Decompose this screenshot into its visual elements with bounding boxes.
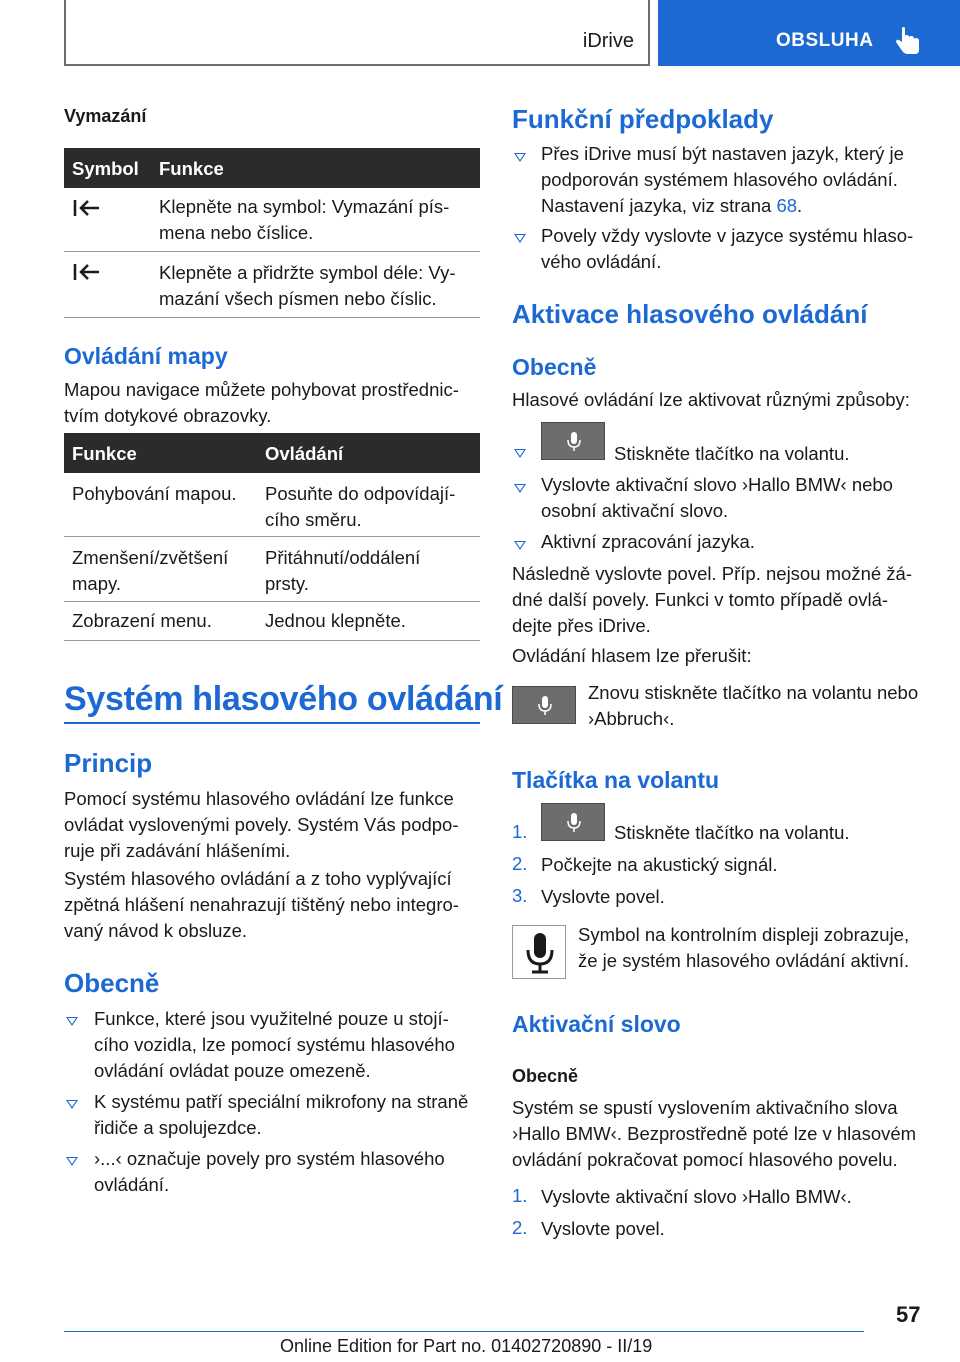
column-header: Funkce bbox=[72, 443, 137, 464]
chapter-tab-label: OBSLUHA bbox=[776, 30, 874, 51]
step-number: 3. bbox=[512, 885, 528, 906]
table-header bbox=[64, 148, 480, 188]
title-underline bbox=[64, 722, 480, 724]
step-number: 1. bbox=[512, 821, 528, 842]
column-header: Funkce bbox=[159, 158, 224, 179]
principle-paragraph: Pomocí systému hlasového ovládání lze funkce ovládat vyslovenými povely. Systém Vás podpo- ruje při zadávání hlášeními. bbox=[64, 788, 459, 861]
bullet-triangle-icon bbox=[66, 1157, 78, 1166]
backspace-arrow-icon bbox=[72, 198, 102, 218]
step-text: Vyslovte povel. bbox=[541, 1218, 665, 1239]
footer-divider bbox=[64, 1331, 864, 1332]
table-header bbox=[64, 433, 480, 473]
delete-table bbox=[64, 148, 480, 318]
table-cell: Klepněte na symbol: Vymazání pís- mena nebo číslice. bbox=[159, 196, 450, 243]
chapter-tab[interactable] bbox=[658, 0, 960, 66]
bullet-triangle-icon bbox=[514, 541, 526, 550]
list-item: Přes iDrive musí být nastaven jazyk, který je podporován systémem hlasového ovládání. Nastavení jazyka, viz strana 68. bbox=[541, 143, 904, 216]
map-table bbox=[64, 433, 480, 641]
list-item: Stiskněte tlačítko na volantu. bbox=[614, 443, 850, 464]
chapter-title: Systém hlasového ovládání bbox=[64, 680, 503, 718]
general-intro: Hlasové ovládání lze aktivovat různými způsoby: bbox=[512, 389, 910, 410]
table-cell: Zmenšení/zvětšení mapy. bbox=[72, 547, 229, 594]
symbol-description: Symbol na kontrolním displeji zobrazuje, že je systém hlasového ovládání aktivní. bbox=[578, 924, 910, 971]
column-header: Symbol bbox=[72, 158, 139, 179]
table-cell: Přitáhnutí/oddálení prsty. bbox=[265, 547, 421, 594]
table-cell: Klepněte a přidržte symbol déle: Vy- mazání všech písmen nebo číslic. bbox=[159, 262, 456, 309]
header-frame bbox=[64, 0, 650, 66]
step-text: Vyslovte povel. bbox=[541, 886, 665, 907]
table-cell: Zobrazení menu. bbox=[72, 610, 212, 631]
header-section-title: iDrive bbox=[582, 30, 634, 52]
step-text: Stiskněte tlačítko na volantu. bbox=[614, 822, 850, 843]
table-row bbox=[64, 188, 480, 252]
bullet-triangle-icon bbox=[66, 1017, 78, 1026]
general-heading: Obecně bbox=[64, 968, 160, 998]
interrupt-text: Znovu stiskněte tlačítko na volantu nebo ›Abbruch‹. bbox=[588, 682, 919, 729]
backspace-arrow-icon bbox=[72, 262, 102, 282]
activation-heading: Aktivace hlasového ovládání bbox=[512, 299, 868, 329]
interrupt-label: Ovládání hlasem lze přerušit: bbox=[512, 645, 752, 666]
footer-edition: Online Edition for Part no. 01402720890 - II/19 bbox=[280, 1336, 653, 1356]
table-row bbox=[64, 602, 480, 641]
general-subheading: Obecně bbox=[512, 354, 597, 380]
microphone-icon bbox=[542, 423, 606, 461]
bullet-triangle-icon bbox=[514, 234, 526, 243]
step-text: Vyslovte aktivační slovo ›Hallo BMW‹. bbox=[541, 1186, 852, 1207]
list-item: Aktivní zpracování jazyka. bbox=[541, 531, 755, 552]
column-header: Ovládání bbox=[265, 443, 344, 464]
list-item: Funkce, které jsou využitelné pouze u stojí- cího vozidla, lze pomocí systému hlasového ovládání ovládat pouze omezeně. bbox=[94, 1008, 455, 1081]
prerequisites-heading: Funkční předpoklady bbox=[512, 104, 774, 134]
wake-word-heading: Aktivační slovo bbox=[512, 1011, 681, 1037]
table-row bbox=[64, 473, 480, 537]
delete-heading: Vymazání bbox=[64, 106, 147, 126]
step-number: 2. bbox=[512, 1217, 528, 1238]
microphone-icon bbox=[542, 804, 606, 842]
wheel-buttons-heading: Tlačítka na volantu bbox=[512, 767, 720, 793]
list-item: Povely vždy vyslovte v jazyce systému hlaso- vého ovládání. bbox=[541, 225, 914, 272]
map-heading: Ovládání mapy bbox=[64, 343, 228, 369]
bullet-triangle-icon bbox=[514, 449, 526, 458]
page-reference-link[interactable]: 68 bbox=[776, 195, 798, 216]
microphone-icon bbox=[513, 687, 577, 725]
voice-active-icon bbox=[512, 925, 566, 979]
microphone-icon bbox=[513, 926, 567, 980]
bullet-triangle-icon bbox=[514, 153, 526, 162]
step-number: 2. bbox=[512, 853, 528, 874]
map-paragraph: Mapou navigace můžete pohybovat prostřednic- tvím dotykové obrazovky. bbox=[64, 379, 459, 426]
voice-button-icon bbox=[541, 422, 605, 460]
wake-word-subheading: Obecně bbox=[512, 1066, 579, 1086]
hand-pointer-icon bbox=[894, 26, 922, 56]
step-number: 1. bbox=[512, 1185, 528, 1206]
list-item: K systému patří speciální mikrofony na straně řidiče a spolujezdce. bbox=[94, 1091, 469, 1138]
step-text: Počkejte na akustický signál. bbox=[541, 854, 778, 875]
bullet-triangle-icon bbox=[66, 1100, 78, 1109]
voice-button-icon bbox=[512, 686, 576, 724]
table-cell: Posuňte do odpovídají- cího směru. bbox=[265, 483, 456, 530]
page-number: 57 bbox=[896, 1302, 921, 1327]
table-cell: Pohybování mapou. bbox=[72, 483, 237, 504]
wake-word-paragraph: Systém se spustí vyslovením aktivačního slova ›Hallo BMW‹. Bezprostředně poté lze v hlasovém ovládání pokračovat pomocí hlasového povelu. bbox=[512, 1097, 917, 1170]
then-paragraph: Následně vyslovte povel. Příp. nejsou možné žá- dné další povely. Funkci v tomto případě ovlá- dejte přes iDrive. bbox=[512, 563, 913, 636]
principle-heading: Princip bbox=[64, 748, 153, 778]
list-item: Vyslovte aktivační slovo ›Hallo BMW‹ nebo osobní aktivační slovo. bbox=[541, 474, 893, 521]
voice-button-icon bbox=[541, 803, 605, 841]
list-item: ›...‹ označuje povely pro systém hlasového ovládání. bbox=[94, 1148, 445, 1195]
bullet-triangle-icon bbox=[514, 484, 526, 493]
principle-paragraph: Systém hlasového ovládání a z toho vyplývající zpětná hlášení nenahrazují tištěný nebo integro- vaný návod k obsluze. bbox=[64, 868, 459, 941]
table-row bbox=[64, 252, 480, 318]
table-row bbox=[64, 537, 480, 602]
table-cell: Jednou klepněte. bbox=[265, 610, 406, 631]
